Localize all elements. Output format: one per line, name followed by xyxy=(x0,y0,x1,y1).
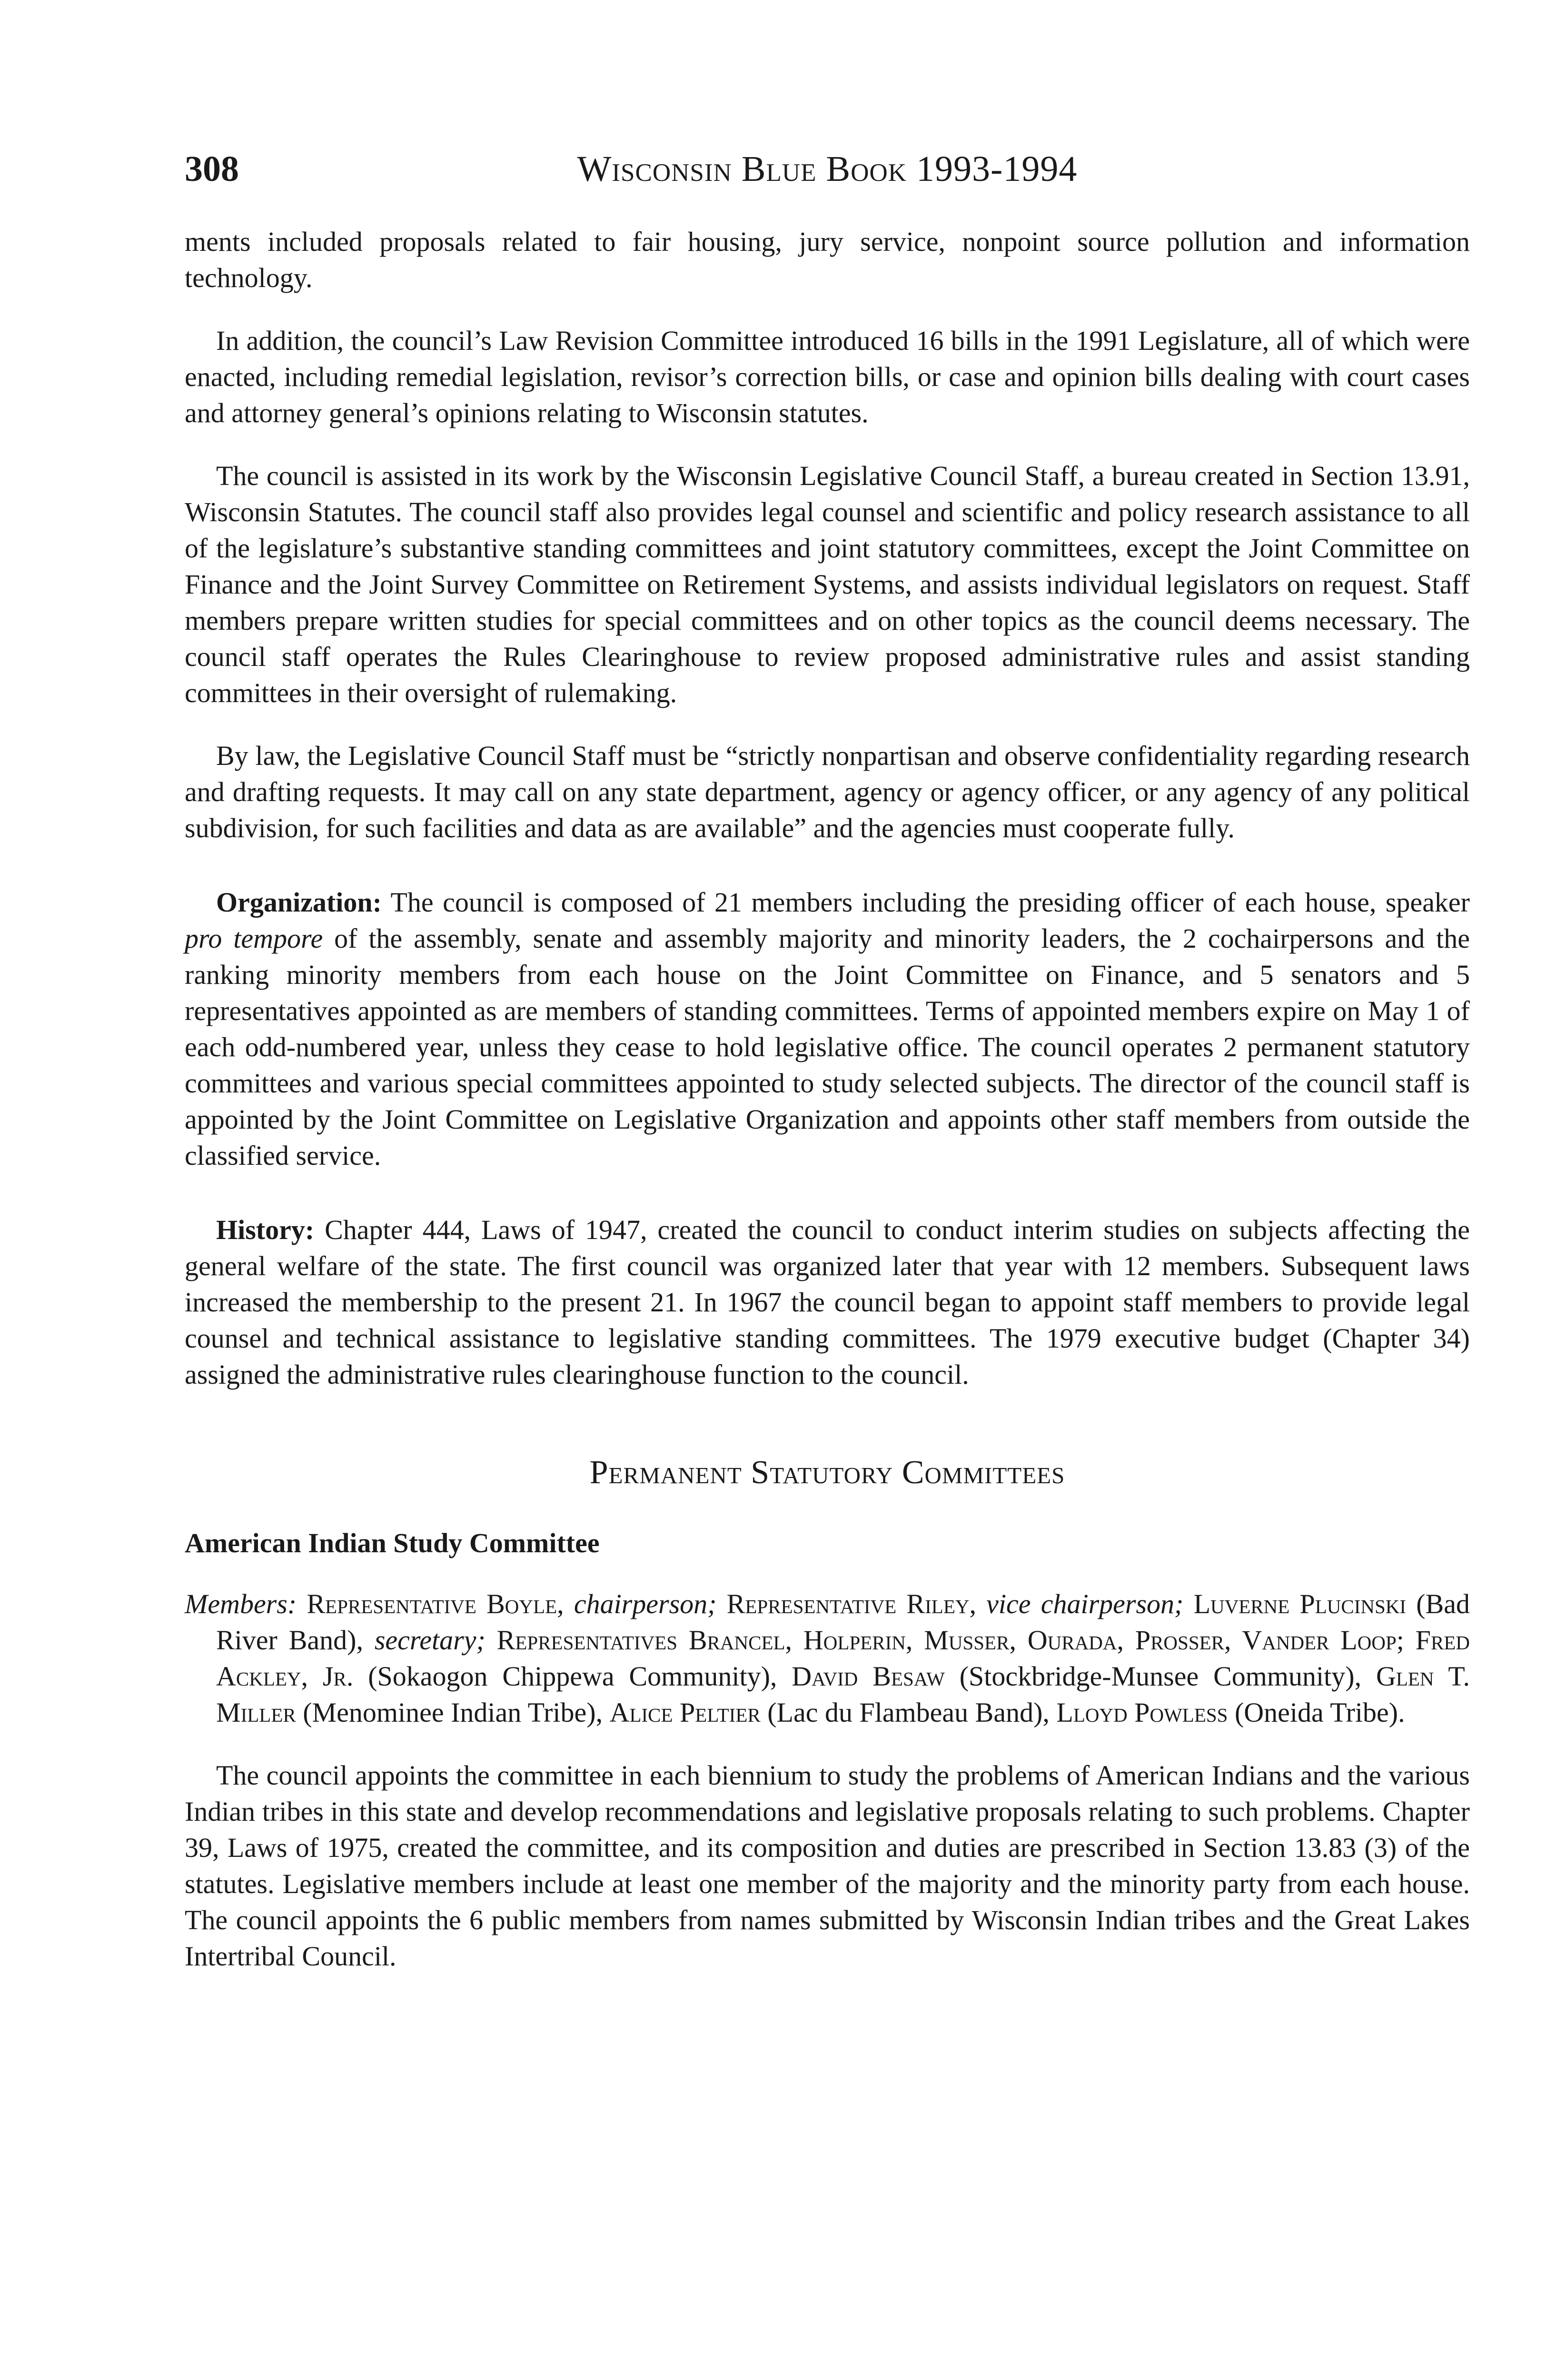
member-role-vice-chair: vice chairperson; xyxy=(986,1588,1184,1619)
member-rep-riley: Representative Riley xyxy=(726,1588,970,1619)
paragraph-committee-appointment: The council appoints the committee in each biennium to study the problems of American Indians and the various Indian tribes in this state and develop recommendations and legislative proposals relating to such problems. Chapter 39, Laws of 1975, created the committee, and its composition and duties are prescribed in Section 13.83 (3) of the statutes. Legislative members include at least one member of the majority and the minority party from each house. The council appoints the 6 public members from names submitted by Wisconsin Indian tribes and the Great Lakes Intertribal Council. xyxy=(185,1760,1470,1972)
organization-text-b: of the assembly, senate and assembly majority and minority leaders, the 2 cochairpersons and the ranking minority members from each house on the Joint Committee on Finance, and 5 senators and 5 representatives appointed as are members of standing committees. Terms of appointed members expire on May 1 of each odd-numbered year, unless they cease to hold legislative office. The council operates 2 permanent statutory committees and various special committees appointed to study selected subjects. The director of the council staff is appointed by the Joint Committee on Legislative Organization and appoints other staff members from outside the classified service. xyxy=(185,923,1470,1171)
subsection-title: American Indian Study Committee xyxy=(185,1527,600,1558)
member-plucinski: Luverne Plucinski xyxy=(1193,1588,1407,1619)
member-peltier-affiliation: (Lac du Flambeau Band), xyxy=(760,1697,1057,1728)
member-role-chair: chairperson; xyxy=(574,1588,717,1619)
paragraph-organization xyxy=(185,884,1470,1174)
history-label: History: xyxy=(216,1214,315,1245)
paragraph-continuation: ments included proposals related to fair housing, jury service, nonpoint source pollution and information technology. xyxy=(185,226,1470,293)
member-powless-affiliation: (Oneida Tribe). xyxy=(1228,1697,1405,1728)
member-besaw: David Besaw xyxy=(792,1661,945,1692)
book-title: Wisconsin Blue Book 1993-1994 xyxy=(577,149,1078,189)
paragraph-law-revision: In addition, the council’s Law Revision Committee introduced 16 bills in the 1991 Legislature, all of which were enacted, including remedial legislation, revisor’s correction bills, or case and opinion bills dealing with court cases and attorney general’s opinions relating to Wisconsin statutes. xyxy=(185,325,1470,428)
paragraph-history xyxy=(185,1212,1470,1393)
document-page xyxy=(185,143,1470,1974)
paragraph-council-staff: The council is assisted in its work by the Wisconsin Legislative Council Staff, a bureau created in Section 13.91, Wisconsin Statutes. The council staff also provides legal counsel and scientific and policy research assistance to all of the legislature’s substantive standing committees and joint statutory committees, except the Joint Committee on Finance and the Joint Survey Committee on Retirement Systems, and assists individual legislators on request. Staff members prepare written studies for special committees and on other topics as the council deems necessary. The council staff operates the Rules Clearinghouse to review proposed administrative rules and assist standing committees in their oversight of rulemaking. xyxy=(185,460,1470,708)
members-list: Members: Representative Boyle, chairperson; Representative Riley, vice chairperson; Luverne Plucinski (Bad River Band), secretary; Representatives Brancel, Holperin, Musser, Ourada, Prosser, Vander Loop; Fred Ackley, Jr. (Sokaogon Chippewa Community), David Besaw (Stockbridge-Munsee Community), Glen T. Miller (Menominee Indian Tribe), Alice Peltier (Lac du Flambeau Band), Lloyd Powless (Oneida Tribe). xyxy=(185,1588,1470,1728)
section-title: Permanent Statutory Committees xyxy=(589,1454,1065,1491)
member-miller-affiliation: (Menominee Indian Tribe), xyxy=(296,1697,610,1728)
history-text: Chapter 444, Laws of 1947, created the council to conduct interim studies on subjects affecting the general welfare of the state. The first council was organized later that year with 12 members. Subsequent laws increased the membership to the present 21. In 1967 the council began to appoint staff members to provide legal counsel and technical assistance to legislative standing committees. The 1979 executive budget (Chapter 34) assigned the administrative rules clearinghouse function to the council. xyxy=(185,1214,1470,1390)
member-ackley: Fred Ackley, Jr. xyxy=(216,1625,1470,1692)
members-label: Members: xyxy=(185,1588,297,1619)
organization-italic: pro tempore xyxy=(185,923,323,954)
member-rep-boyle: Representative Boyle xyxy=(307,1588,557,1619)
page-number: 308 xyxy=(185,149,239,189)
member-representatives: Representatives Brancel, Holperin, Musser, Ourada, Prosser, Vander Loop xyxy=(496,1625,1397,1656)
member-peltier: Alice Peltier xyxy=(609,1697,761,1728)
paragraph-by-law: By law, the Legislative Council Staff must be “strictly nonpartisan and observe confidentiality regarding research and drafting requests. It may call on any state department, agency or agency officer, or any agency of any political subdivision, for such facilities and data as are available” and the agencies must cooperate fully. xyxy=(185,740,1470,843)
member-powless: Lloyd Powless xyxy=(1056,1697,1228,1728)
member-besaw-affiliation: (Stockbridge-Munsee Community), xyxy=(944,1661,1376,1692)
running-header xyxy=(185,143,1470,195)
organization-text-a: The council is composed of 21 members including the presiding officer of each house, speaker xyxy=(381,887,1470,918)
member-plucinski-affiliation: (Bad River Band), xyxy=(216,1588,1470,1656)
organization-label: Organization: xyxy=(216,887,382,918)
member-role-secretary: secretary; xyxy=(374,1625,486,1656)
member-ackley-affiliation: (Sokaogon Chippewa Community), xyxy=(353,1661,792,1692)
member-miller: Glen T. Miller xyxy=(216,1661,1470,1728)
